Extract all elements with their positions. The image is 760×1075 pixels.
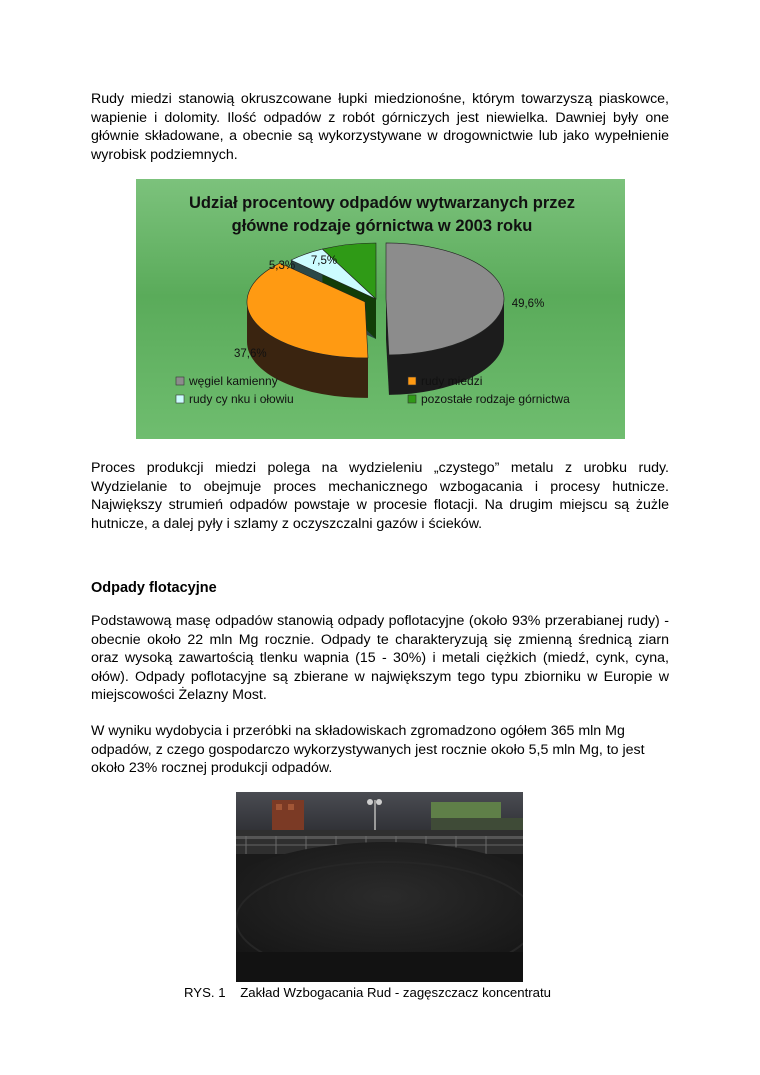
chart-title-line2: główne rodzaje górnictwa w 2003 roku [231,217,533,235]
legend-label: rudy miedzi [421,374,483,388]
legend-label: węgiel kamienny [189,374,278,388]
pie-slice-label: 5,3% [268,260,296,272]
legend-swatch [176,377,184,385]
figure-caption: RYS. 1 Zakład Wzbogacania Rud - zagęszczacz koncentratu [184,985,551,1000]
paragraph-copper-production: Proces produkcji miedzi polega na wydzieleniu „czystego” metalu z urobku rudy. Wydzielanie to obejmuje proces mechanicznego wzbogacania i procesy hutnicze. Największy strumień odpadów powstaje w procesie flotacji. Na drugim miejscu są żużle hutnicze, a dalej pyły i szlamy z oczyszczalni gazów i ścieków. [91,460,669,532]
legend-label: pozostałe rodzaje górnictwa [421,392,570,406]
pie-slice-label: 49,6% [511,298,545,310]
legend-label: rudy cy nku i ołowiu [189,392,294,406]
pie-slice-label: 7,5% [310,255,338,267]
legend-swatch [408,377,416,385]
legend-swatch [176,395,184,403]
legend-swatch [408,395,416,403]
thickener-photo [236,792,523,982]
paragraph-flotation-waste: Podstawową masę odpadów stanowią odpady poflotacyjne (około 93% przerabianej rudy) - obecnie około 22 mln Mg rocznie. Odpady te charakteryzują się zmienną średnicą ziarn oraz wysoką zawartością tlenku wapnia (15 - 30%) i metali ciężkich (miedź, cynk, cyna, ołów). Odpady poflotacyjne są zbierane w największym tego typu zbiorniku w Europie w miejscowości Żelazny Most. [91,613,669,703]
pie-slice-label: 37,6% [234,348,267,360]
chart-title-line1: Udział procentowy odpadów wytwarzanych przez [189,194,575,212]
section-heading: Odpady flotacyjne [91,580,217,596]
paragraph-waste-statistics: W wyniku wydobycia i przeróbki na składowiskach zgromadzono ogółem 365 mln Mg odpadów, z czego gospodarczo wykorzystywanych jest rocznie około 5,5 mln Mg, to jest około 23% rocznej produkcji odpadów. [91,723,645,776]
paragraph-copper-ores: Rudy miedzi stanowią okruszcowane łupki miedzionośne, którym towarzyszą piaskowce, wapienie i dolomity. Ilość odpadów z robót górniczych jest niewielka. Dawniej były one głównie składowane, a obecnie są wykorzystywane w drogownictwie lub jako wypełnienie wyrobisk podziemnych. [91,91,669,163]
pie-chart [136,179,625,439]
